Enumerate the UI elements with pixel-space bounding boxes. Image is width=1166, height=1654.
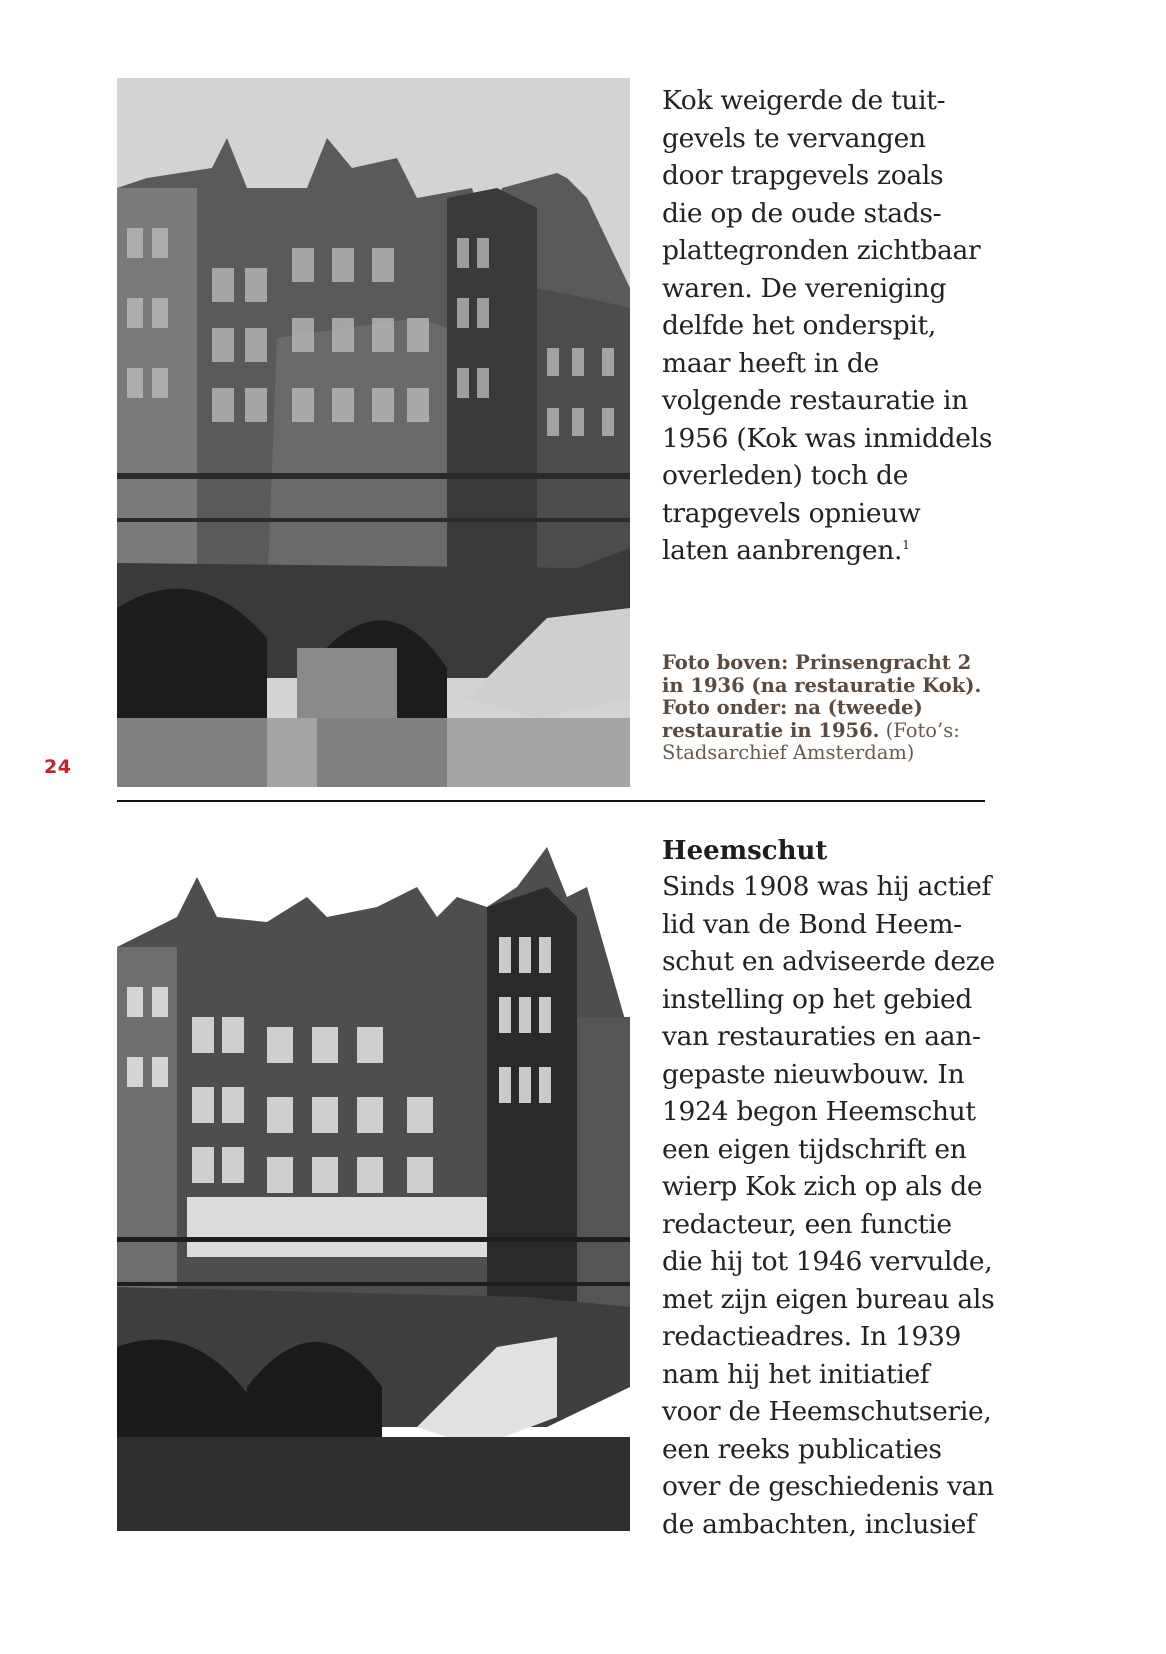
caption-bold: restauratie in 1956. — [662, 718, 880, 742]
caption-line — [662, 675, 992, 698]
caption-credit: (Foto’s: — [879, 718, 960, 742]
top-paragraph-line: maar heeft in de — [662, 347, 879, 379]
section-divider — [117, 800, 985, 802]
caption-bold: Foto boven: Prinsengracht 2 — [662, 651, 972, 674]
photo-prinsengracht-1956 — [117, 827, 630, 1531]
top-paragraph-line: volgende restauratie in — [662, 385, 968, 416]
top-paragraph-line: trapgevels opnieuw — [662, 497, 921, 529]
heemschut-line: schut en adviseerde deze — [662, 946, 995, 977]
photo-prinsengracht-1936 — [117, 78, 630, 787]
top-paragraph-line: 1956 (Kok was inmiddels — [662, 422, 993, 454]
heemschut-line: instelling op het gebied — [662, 983, 973, 1015]
top-paragraph-line: plattegronden zichtbaar — [662, 235, 981, 266]
top-paragraph-line: door trapgevels zoals — [662, 160, 944, 191]
photo-drawing — [117, 827, 630, 1531]
photo-caption — [662, 652, 992, 765]
section-heading-heemschut: Heemschut — [662, 836, 828, 866]
top-paragraph-line: Kok weigerde de tuit- — [662, 85, 946, 116]
heemschut-line: van restauraties en aan- — [662, 1021, 981, 1052]
heemschut-line: voor de Heemschutserie, — [662, 1396, 992, 1427]
heemschut-line: redacteur, een functie — [662, 1208, 952, 1240]
heemschut-line: Sinds 1908 was hij actief — [662, 871, 991, 902]
heemschut-line: over de geschiedenis van — [662, 1471, 994, 1502]
photo-drawing — [117, 78, 630, 787]
heemschut-line: een eigen tijdschrift en — [662, 1133, 967, 1165]
heemschut-line: de ambachten, inclusief — [662, 1508, 976, 1540]
top-paragraph — [662, 82, 992, 570]
caption-line — [662, 652, 992, 675]
page-number: 24 — [44, 756, 72, 778]
heemschut-line: die hij tot 1946 vervulde, — [662, 1246, 993, 1277]
heemschut-line: nam hij het initiatief — [662, 1358, 930, 1390]
top-paragraph-last-line — [662, 532, 992, 570]
caption-credit: Stadsarchief Amsterdam) — [662, 741, 915, 764]
top-paragraph-line: die op de oude stads- — [662, 197, 942, 229]
heemschut-line: met zijn eigen bureau als — [662, 1283, 995, 1315]
heemschut-line: wierp Kok zich op als de — [662, 1171, 983, 1202]
caption-line — [662, 742, 992, 765]
caption-bold: Foto onder: na (tweede) — [662, 696, 923, 719]
top-paragraph-line: laten aanbrengen. — [662, 535, 903, 566]
caption-line — [662, 697, 992, 720]
top-paragraph-line: gevels te vervangen — [662, 122, 926, 154]
heemschut-line: redactieadres. In 1939 — [662, 1321, 962, 1352]
top-paragraph-line: waren. De vereniging — [662, 272, 947, 304]
top-paragraph-line: overleden) toch de — [662, 460, 909, 491]
footnote-marker[interactable]: 1 — [902, 538, 910, 553]
top-paragraph-line: delfde het onderspit, — [662, 310, 936, 341]
caption-bold: in 1936 (na restauratie Kok). — [662, 673, 982, 697]
heemschut-paragraph — [662, 868, 995, 1543]
heemschut-line: lid van de Bond Heem- — [662, 908, 962, 940]
heemschut-line: een reeks publicaties — [662, 1433, 942, 1465]
heemschut-line: gepaste nieuwbouw. In — [662, 1058, 965, 1090]
heemschut-line: 1924 begon Heemschut — [662, 1096, 976, 1127]
caption-line — [662, 720, 992, 743]
